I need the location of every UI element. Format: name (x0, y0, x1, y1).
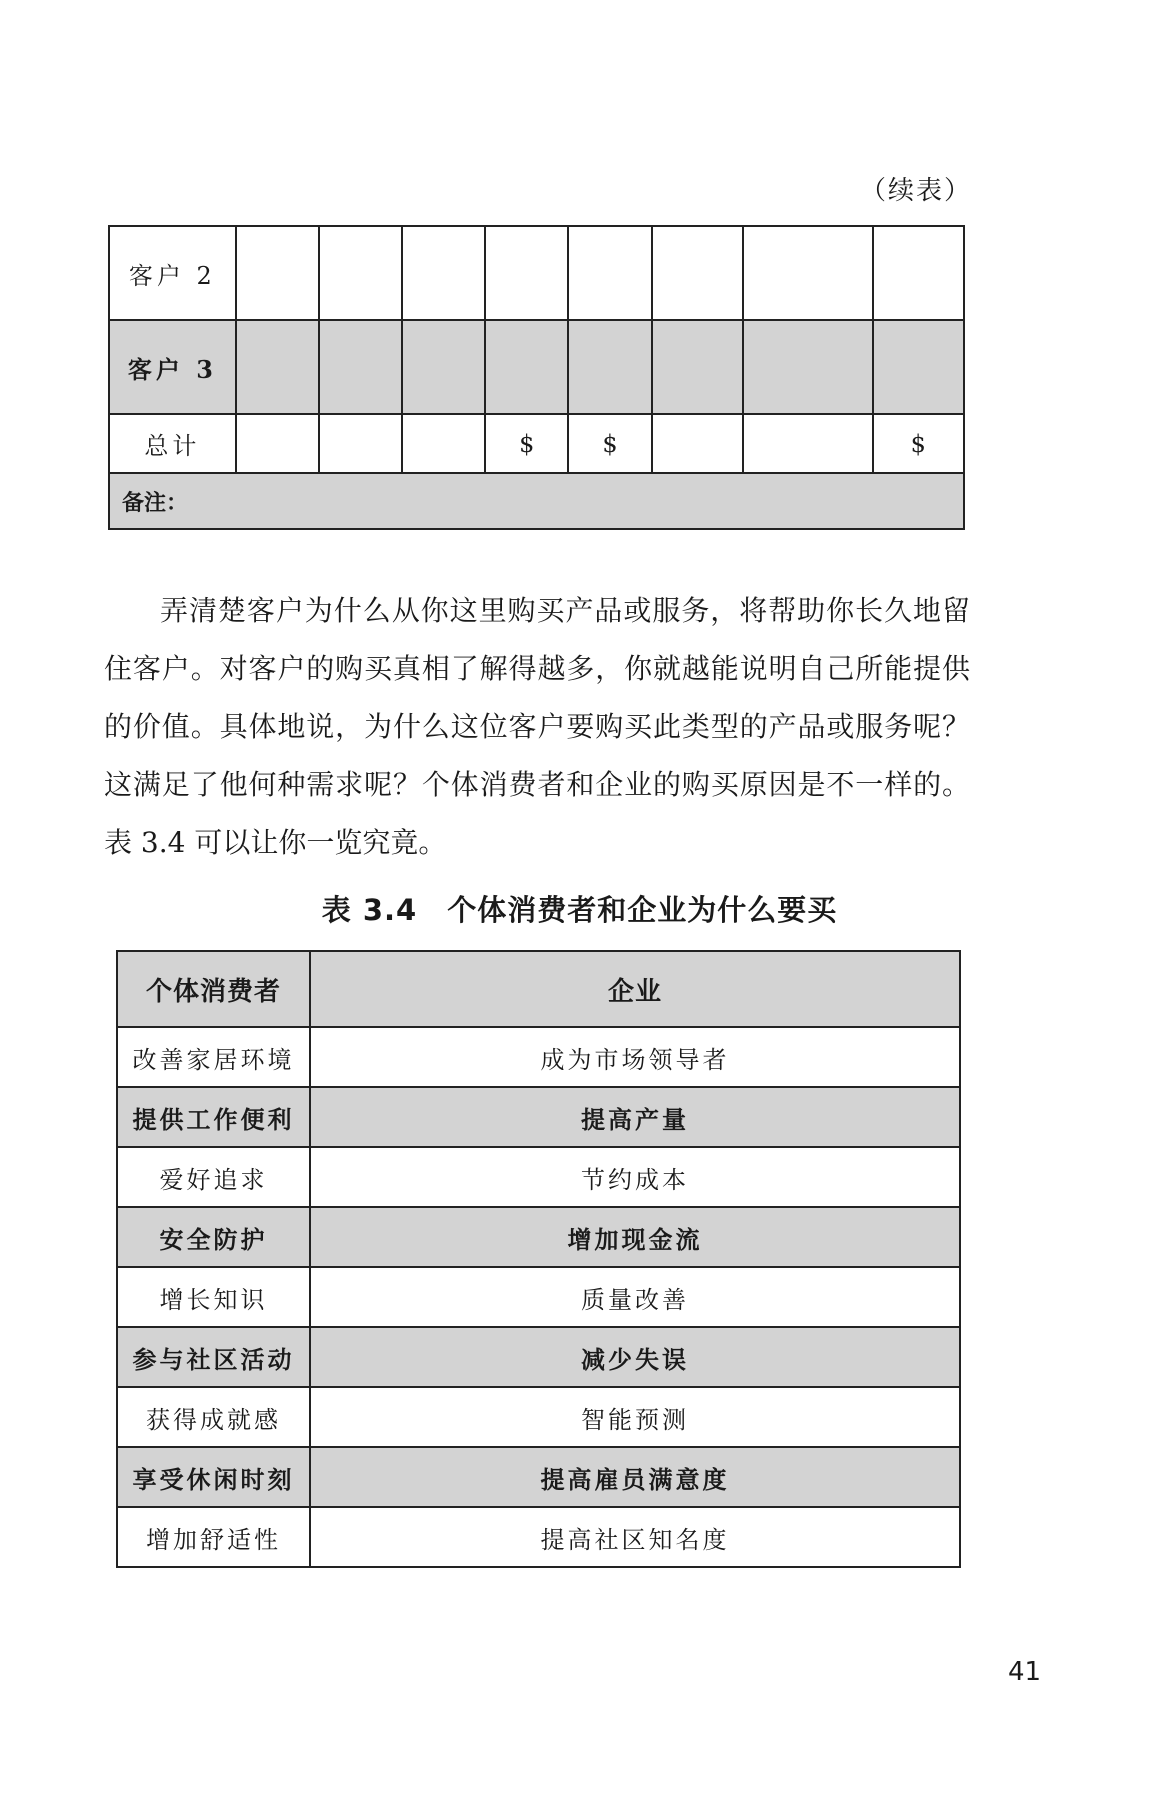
table-cell (319, 414, 402, 473)
business-reason: 质量改善 (310, 1267, 960, 1327)
table-row (117, 1147, 960, 1207)
table-row (117, 1447, 960, 1507)
consumer-reason: 享受休闲时刻 (117, 1447, 310, 1507)
table-row (117, 1087, 960, 1147)
table-cell (743, 414, 873, 473)
table-cell (743, 226, 873, 320)
business-reason: 提高雇员满意度 (310, 1447, 960, 1507)
business-reason: 提高社区知名度 (310, 1507, 960, 1567)
table-cell (402, 414, 485, 473)
consumer-reason: 增长知识 (117, 1267, 310, 1327)
consumer-reason: 提供工作便利 (117, 1087, 310, 1147)
table-cell: $ (568, 414, 651, 473)
notes-label: 备注： (109, 473, 964, 529)
table-cell (652, 414, 743, 473)
table-row-notes (109, 473, 964, 529)
table-cell (743, 320, 873, 414)
table-cell (568, 226, 651, 320)
table-cell (236, 226, 319, 320)
table-cell: $ (873, 414, 964, 473)
page-number: 41 (1008, 1657, 1042, 1687)
table-cell (652, 320, 743, 414)
row-label: 总计 (109, 414, 236, 473)
row-label: 客户 3 (109, 320, 236, 414)
consumer-reason: 获得成就感 (117, 1387, 310, 1447)
consumer-reason: 参与社区活动 (117, 1327, 310, 1387)
business-reason: 成为市场领导者 (310, 1027, 960, 1087)
continued-table (108, 225, 965, 530)
table-cell (402, 320, 485, 414)
table-cell: $ (485, 414, 568, 473)
table-cell (873, 320, 964, 414)
table-row (117, 1207, 960, 1267)
table-header-row (117, 951, 960, 1027)
table-row (117, 1387, 960, 1447)
table-row-customer-2 (109, 226, 964, 320)
table-cell (402, 226, 485, 320)
business-reason: 节约成本 (310, 1147, 960, 1207)
table-cell (236, 320, 319, 414)
business-reason: 减少失误 (310, 1327, 960, 1387)
table-cell (485, 320, 568, 414)
table-row-total (109, 414, 964, 473)
table-row (117, 1267, 960, 1327)
table-cell (873, 226, 964, 320)
row-label: 客户 2 (109, 226, 236, 320)
table-cell (319, 320, 402, 414)
table-cell (236, 414, 319, 473)
consumer-reason: 爱好追求 (117, 1147, 310, 1207)
business-reason: 提高产量 (310, 1087, 960, 1147)
business-reason: 增加现金流 (310, 1207, 960, 1267)
column-header-consumer: 个体消费者 (117, 951, 310, 1027)
table-cell (319, 226, 402, 320)
consumer-reason: 增加舒适性 (117, 1507, 310, 1567)
reasons-table (116, 950, 961, 1568)
continuation-label: （续表） (860, 176, 973, 206)
body-paragraph: 弄清楚客户为什么从你这里购买产品或服务，将帮助你长久地留住客户。对客户的购买真相了解得越多，你就越能说明自己所能提供的价值。具体地说，为什么这位客户要购买此类型的产品或服务呢？这满足了他何种需求呢？个体消费者和企业的购买原因是不一样的。表 3.4 可以让你一览究竟。 (104, 594, 970, 859)
table-row (117, 1507, 960, 1567)
table-row (117, 1027, 960, 1087)
table-title: 表 3.4 个体消费者和企业为什么要买 (321, 893, 838, 927)
business-reason: 智能预测 (310, 1387, 960, 1447)
consumer-reason: 改善家居环境 (117, 1027, 310, 1087)
table-cell (652, 226, 743, 320)
table-cell (485, 226, 568, 320)
consumer-reason: 安全防护 (117, 1207, 310, 1267)
table-row (117, 1327, 960, 1387)
table-row-customer-3 (109, 320, 964, 414)
table-cell (568, 320, 651, 414)
column-header-business: 企业 (310, 951, 960, 1027)
